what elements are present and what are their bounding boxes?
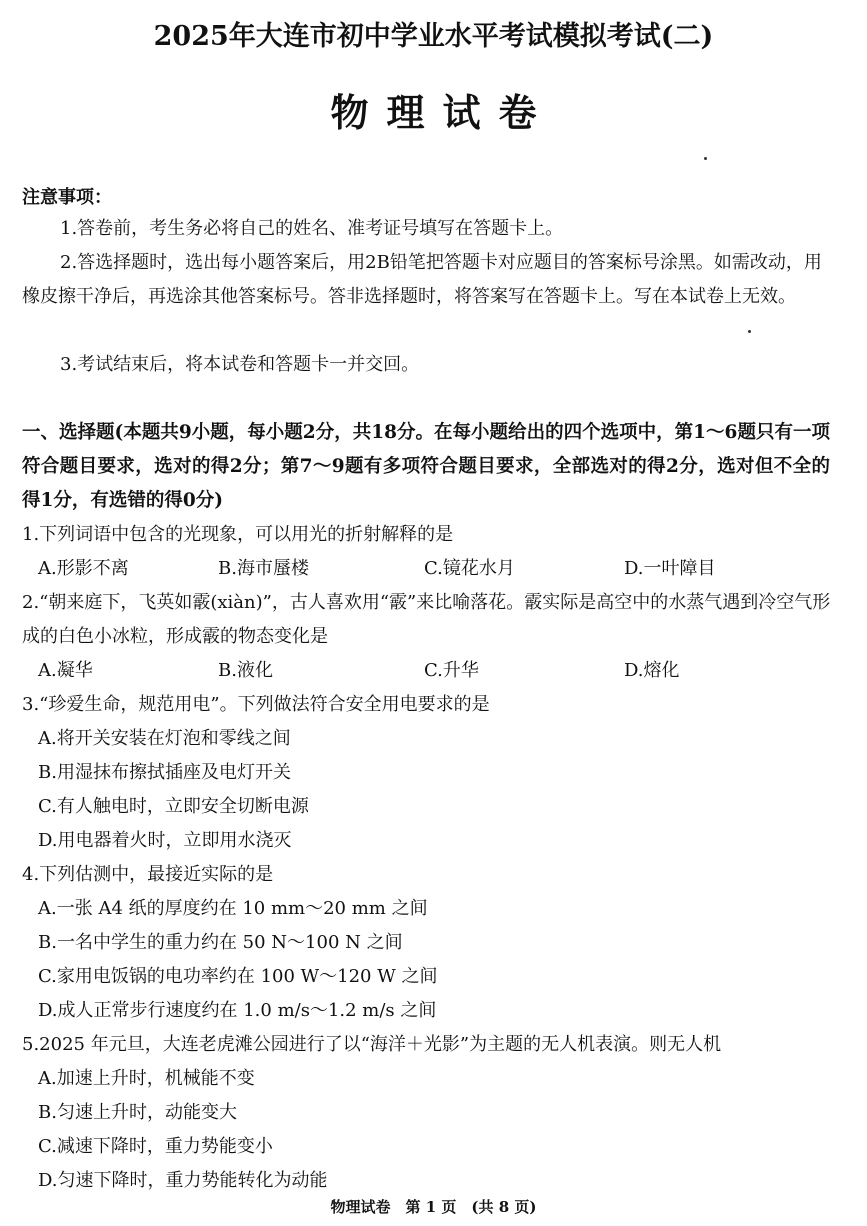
scan-speck <box>748 330 751 333</box>
question-2-stem: 2.“朝来庭下，飞英如霰(xiàn)”，古人喜欢用“霰”来比喻落花。霰实际是高空中的水蒸气遇到冷空气形成的白色小冰粒，形成霰的物态变化是 <box>22 592 831 647</box>
notes-heading: 注意事项： <box>22 187 112 208</box>
option: B.用湿抹布擦拭插座及电灯开关 <box>38 762 291 783</box>
option: B.液化 <box>218 660 273 681</box>
option: A.形影不离 <box>38 558 129 579</box>
notes-item-3: 3.考试结束后，将本试卷和答题卡一并交回。 <box>60 354 420 375</box>
scan-speck <box>704 157 707 160</box>
option: D.一叶障目 <box>624 558 716 579</box>
option: D.熔化 <box>624 660 680 681</box>
option: A.一张 A4 纸的厚度约在 10 mm～20 mm 之间 <box>38 898 428 919</box>
option: C.减速下降时，重力势能变小 <box>38 1136 273 1157</box>
option: B.一名中学生的重力约在 50 N～100 N 之间 <box>38 932 403 953</box>
subject-title: 物理试卷 <box>330 90 555 135</box>
option: D.匀速下降时，重力势能转化为动能 <box>38 1170 328 1191</box>
option: C.有人触电时，立即安全切断电源 <box>38 796 309 817</box>
question-3-stem: 3.“珍爱生命，规范用电”。下列做法符合安全用电要求的是 <box>22 694 490 715</box>
option: C.镜花水月 <box>424 558 515 579</box>
option: A.将开关安装在灯泡和零线之间 <box>38 728 291 749</box>
option: C.升华 <box>424 660 479 681</box>
option: A.凝华 <box>38 660 93 681</box>
exam-title: 2025年大连市初中学业水平考试模拟考试(二) <box>153 21 714 52</box>
notes-item-1: 1.答卷前，考生务必将自己的姓名、准考证号填写在答题卡上。 <box>60 218 564 239</box>
notes-item-2: 2.答选择题时，选出每小题答案后，用2B铅笔把答题卡对应题目的答案标号涂黑。如需改动，用橡皮擦干净后，再选涂其他答案标号。答非选择题时，将答案写在答题卡上。写在本试卷上无效。 <box>22 252 822 307</box>
page-footer: 物理试卷 第 1 页 (共 8 页) <box>330 1198 537 1216</box>
question-5-stem: 5.2025 年元旦，大连老虎滩公园进行了以“海洋＋光影”为主题的无人机表演。则无人机 <box>22 1034 722 1055</box>
question-4-stem: 4.下列估测中，最接近实际的是 <box>22 864 274 885</box>
question-1-options <box>38 552 828 586</box>
section-heading: 一、选择题(本题共9小题，每小题2分，共18分。在每小题给出的四个选项中，第1～6题只有一项符合题目要求，选对的得2分；第7～9题有多项符合题目要求，全部选对的得2分，选对但不全的得1分，有选错的得0分) <box>22 422 830 511</box>
option: C.家用电饭锅的电功率约在 100 W～120 W 之间 <box>38 966 438 987</box>
option: B.匀速上升时，动能变大 <box>38 1102 237 1123</box>
question-2-options <box>38 654 828 688</box>
option: B.海市蜃楼 <box>218 558 309 579</box>
option: D.成人正常步行速度约在 1.0 m/s～1.2 m/s 之间 <box>38 1000 437 1021</box>
option: D.用电器着火时，立即用水浇灭 <box>38 830 292 851</box>
option: A.加速上升时，机械能不变 <box>38 1068 255 1089</box>
question-1-stem: 1.下列词语中包含的光现象，可以用光的折射解释的是 <box>22 524 454 545</box>
